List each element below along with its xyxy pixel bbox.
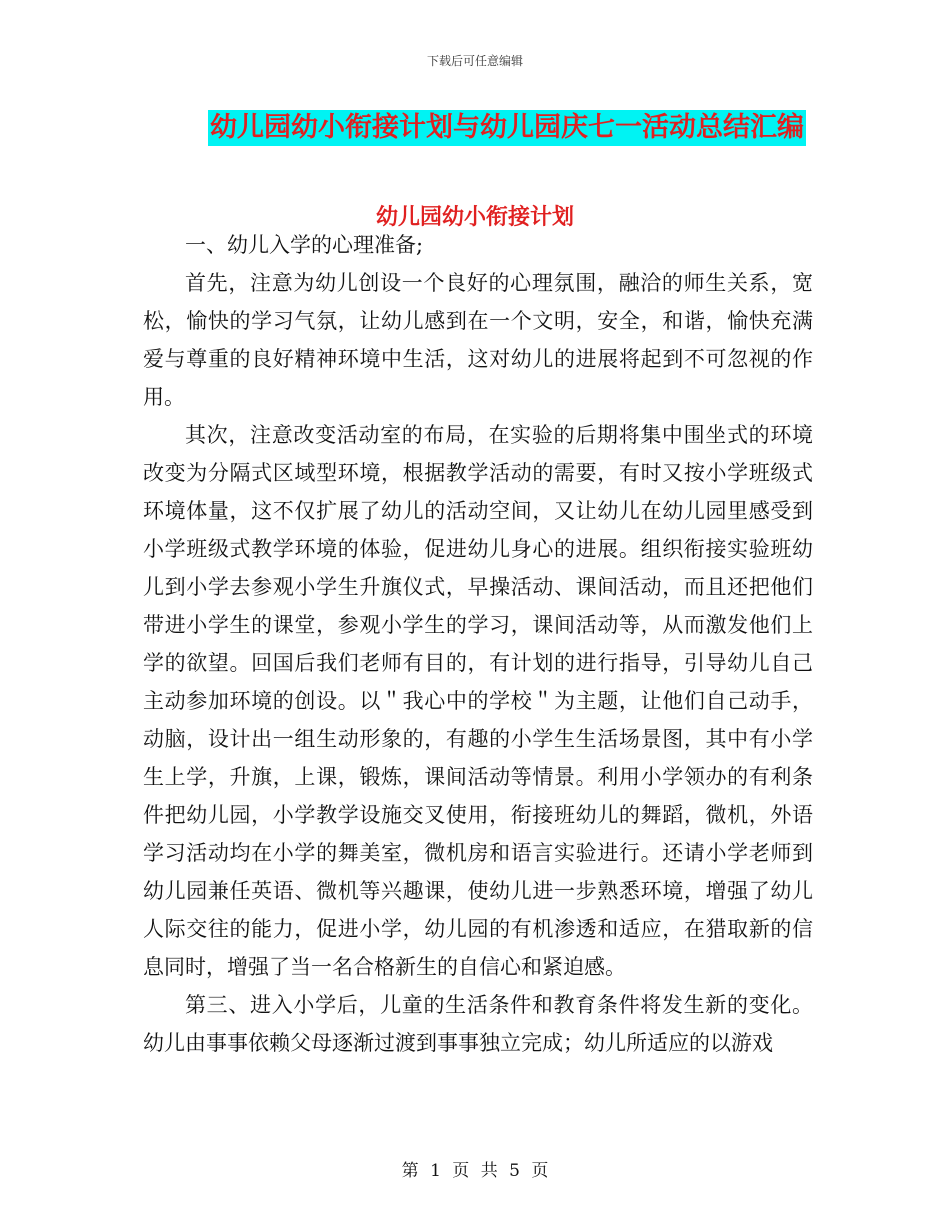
document-main-title: 幼儿园幼小衔接计划与幼儿园庆七一活动总结汇编 (208, 110, 806, 146)
document-body (143, 226, 813, 1062)
paragraph-4: 第三、进入小学后，儿童的生活条件和教育条件将发生新的变化。幼儿由事事依赖父母逐渐过渡到事事独立完成；幼儿所适应的以游戏 (143, 993, 813, 1055)
paragraph-2: 首先，注意为幼儿创设一个良好的心理氛围，融洽的师生关系，宽松，愉快的学习气氛，让幼儿感到在一个文明，安全，和谐，愉快充满爱与尊重的良好精神环境中生活，这对幼儿的进展将起到不可忽视的作用。 (143, 271, 813, 409)
paragraph-1: 一、幼儿入学的心理准备; (185, 233, 424, 257)
page-number-footer: 第 1 页 共 5 页 (401, 1161, 549, 1181)
paragraph-3: 其次，注意改变活动室的布局，在实验的后期将集中围坐式的环境改变为分隔式区域型环境，根据教学活动的需要，有时又按小学班级式环境体量，这不仅扩展了幼儿的活动空间，又让幼儿在幼儿园里感受到小学班级式教学环境的体验，促进幼儿身心的进展。组织衔接实验班幼儿到小学去参观小学生升旗仪式，早操活动、课间活动，而且还把他们带进小学生的课堂，参观小学生的学习，课间活动等，从而激发他们上学的欲望。回国后我们老师有目的，有计划的进行指导，引导幼儿自己主动参加环境的创设。以＂我心中的学校＂为主题，让他们自己动手，动脑，设计出一组生动形象的，有趣的小学生生活场景图，其中有小学生上学，升旗，上课，锻炼，课间活动等情景。利用小学领办的有利条件把幼儿园，小学教学设施交叉使用，衔接班幼儿的舞蹈，微机，外语学习活动均在小学的舞美室，微机房和语言实验进行。还请小学老师到幼儿园兼任英语、微机等兴趣课，使幼儿进一步熟悉环境，增强了幼儿人际交往的能力，促进小学，幼儿园的有机渗透和适应，在猎取新的信息同时，增强了当一名合格新生的自信心和紧迫感。 (143, 423, 813, 979)
section-title: 幼儿园幼小衔接计划 (375, 204, 574, 230)
page-header-note: 下载后可任意编辑 (426, 54, 523, 68)
